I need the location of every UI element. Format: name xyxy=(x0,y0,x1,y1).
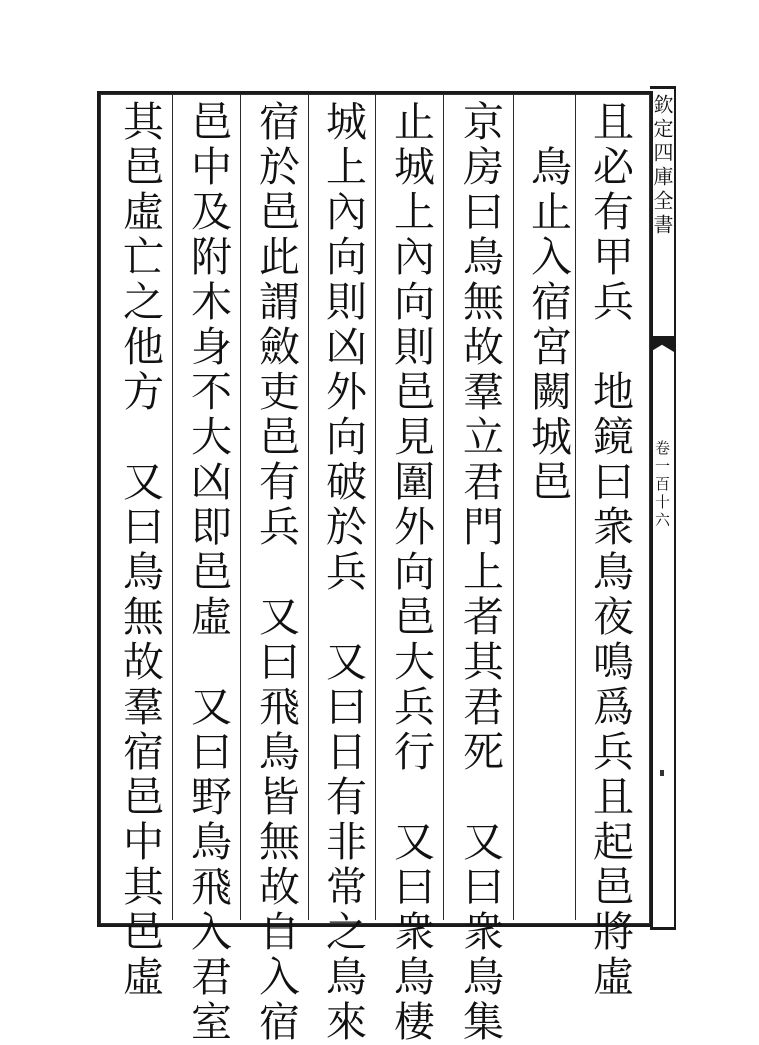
text-column-3: 京房曰鳥無故羣立君門上者其君死 又曰衆鳥集 xyxy=(456,100,504,1045)
text-column-2: 鳥止入宿宮闕城邑 xyxy=(524,100,572,505)
text-column-4: 止城上內向則邑見圍外向邑大兵行 又曰衆鳥棲 xyxy=(387,100,435,1045)
text-column-5: 城上內向則凶外向破於兵 又曰日有非常之鳥來 xyxy=(319,100,367,1045)
column-rule xyxy=(513,94,514,920)
text-column-1: 且必有甲兵 地鏡曰衆鳥夜鳴爲兵且起邑將虛 xyxy=(586,100,634,1000)
margin-book-title: 欽定四庫全書 xyxy=(650,94,674,238)
margin-juan-number: 卷一百十六 xyxy=(653,440,671,530)
column-rule xyxy=(375,94,376,920)
column-rule xyxy=(240,94,241,920)
column-rule xyxy=(172,94,173,920)
text-column-7: 邑中及附木身不大凶即邑虛 又曰野鳥飛入君室 xyxy=(184,100,232,1045)
text-column-6: 宿於邑此謂斂吏邑有兵 又曰飛鳥皆無故自入宿 xyxy=(252,100,300,1045)
margin-tick xyxy=(660,770,664,776)
text-column-8: 其邑虛亡之他方 又曰鳥無故羣宿邑中其邑虛 xyxy=(116,100,164,1000)
column-rule xyxy=(443,94,444,920)
column-rule xyxy=(308,94,309,920)
